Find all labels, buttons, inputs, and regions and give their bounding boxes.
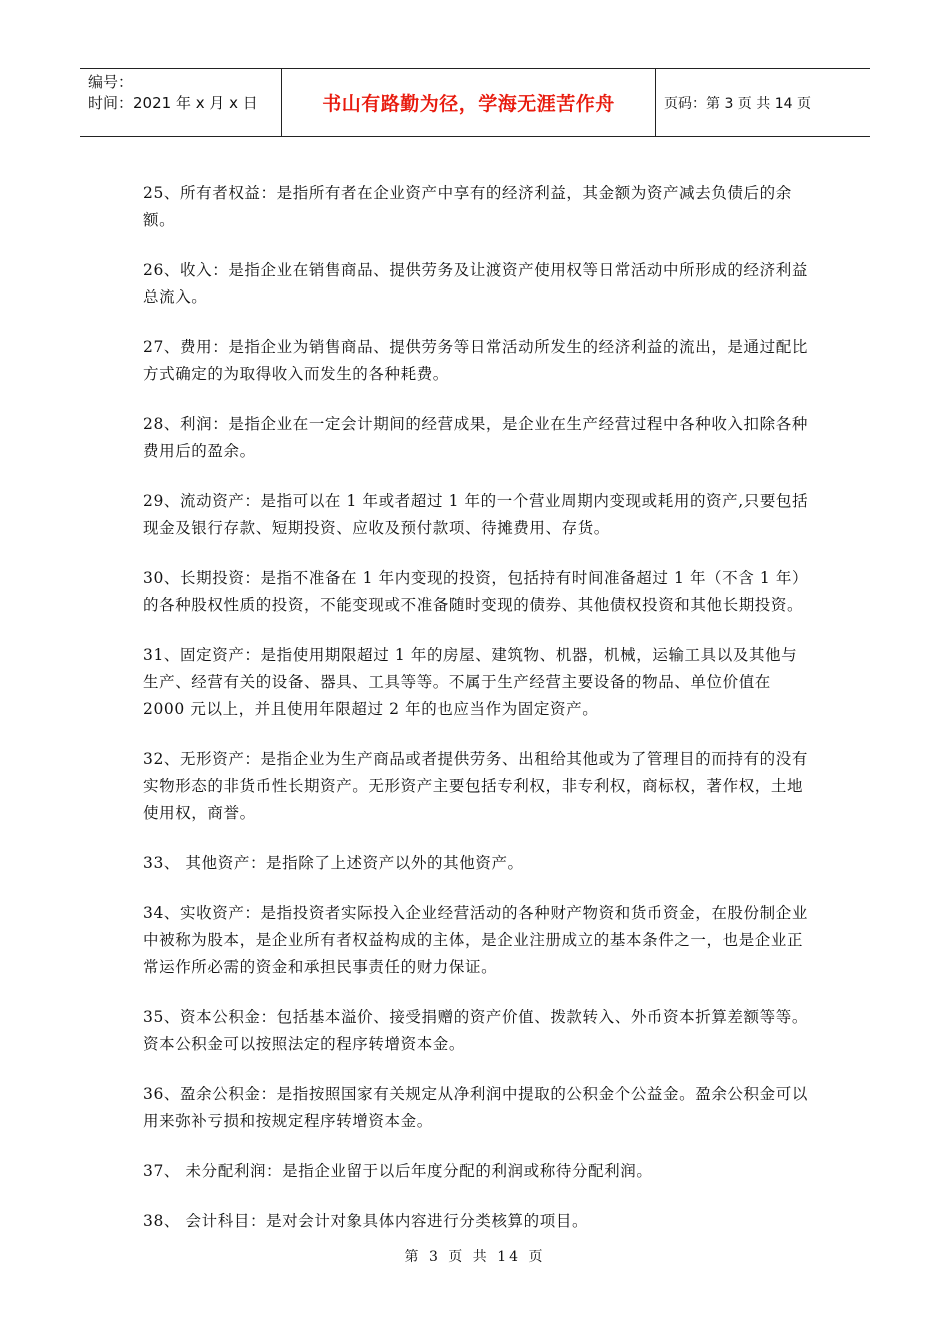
paragraph-27: 27、费用：是指企业为销售商品、提供劳务等日常活动所发生的经济利益的流出，是通过配比方式确定的为取得收入而发生的各种耗费。 (143, 338, 808, 383)
paragraph-38: 38、 会计科目：是对会计对象具体内容进行分类核算的项目。 (143, 1212, 589, 1230)
paragraph-36: 36、盈余公积金：是指按照国家有关规定从净利润中提取的公积金个公益金。盈余公积金可以用来弥补亏损和按规定程序转增资本金。 (143, 1085, 808, 1130)
paragraph-37: 37、 未分配利润：是指企业留于以后年度分配的利润或称待分配利润。 (143, 1162, 653, 1180)
page-footer (0, 1246, 950, 1266)
paragraph-25: 25、所有者权益：是指所有者在企业资产中享有的经济利益，其金额为资产减去负债后的余额。 (143, 184, 792, 229)
document-body (143, 180, 811, 1258)
paragraph-35: 35、资本公积金：包括基本溢价、接受捐赠的资产价值、拨款转入、外币资本折算差额等等。资本公积金可以按照法定的程序转增资本金。 (143, 1008, 808, 1053)
paragraph-32: 32、无形资产：是指企业为生产商品或者提供劳务、出租给其他或为了管理目的而持有的没有实物形态的非货币性长期资产。无形资产主要包括专利权，非专利权，商标权，著作权，土地使用权，商誉。 (143, 750, 808, 822)
paragraph-33: 33、 其他资产：是指除了上述资产以外的其他资产。 (143, 854, 524, 872)
header-motto: 书山有路勤为径，学海无涯苦作舟 (282, 69, 656, 136)
paragraph-30: 30、长期投资：是指不准备在 1 年内变现的投资，包括持有时间准备超过 1 年（不含 1 年）的各种股权性质的投资，不能变现或不准备随时变现的债券、其他债权投资和其他长期投资。 (143, 569, 809, 614)
header-page-number: 页码：第 3 页 共 14 页 (664, 95, 811, 112)
paragraph-31: 31、固定资产：是指使用期限超过 1 年的房屋、建筑物、机器，机械，运输工具以及其他与生产、经营有关的设备、器具、工具等等。不属于生产经营主要设备的物品、单位价值在 2000 元以上，并且使用年限超过 2 年的也应当作为固定资产。 (143, 646, 798, 718)
paragraph-28: 28、利润：是指企业在一定会计期间的经营成果，是企业在生产经营过程中各种收入扣除各种费用后的盈余。 (143, 415, 808, 460)
paragraph-26: 26、收入：是指企业在销售商品、提供劳务及让渡资产使用权等日常活动中所形成的经济利益总流入。 (143, 261, 808, 306)
paragraph-34: 34、实收资产：是指投资者实际投入企业经营活动的各种财产物资和货币资金，在股份制企业中被称为股本，是企业所有者权益构成的主体，是企业注册成立的基本条件之一，也是企业正常运作所必需的资金和承担民事责任的财力保证。 (143, 904, 808, 976)
header-table (80, 68, 870, 137)
document-number-label: 编号： (88, 73, 134, 91)
footer-page-number: 第 3 页 共 14 页 (404, 1249, 546, 1265)
header-info-cell (80, 69, 282, 136)
paragraph-29: 29、流动资产：是指可以在 1 年或者超过 1 年的一个营业周期内变现或耗用的资产,只要包括现金及银行存款、短期投资、应收及预付款项、待摊费用、存货。 (143, 492, 809, 537)
document-time-label: 时间：2021 年 x 月 x 日 (88, 94, 258, 112)
